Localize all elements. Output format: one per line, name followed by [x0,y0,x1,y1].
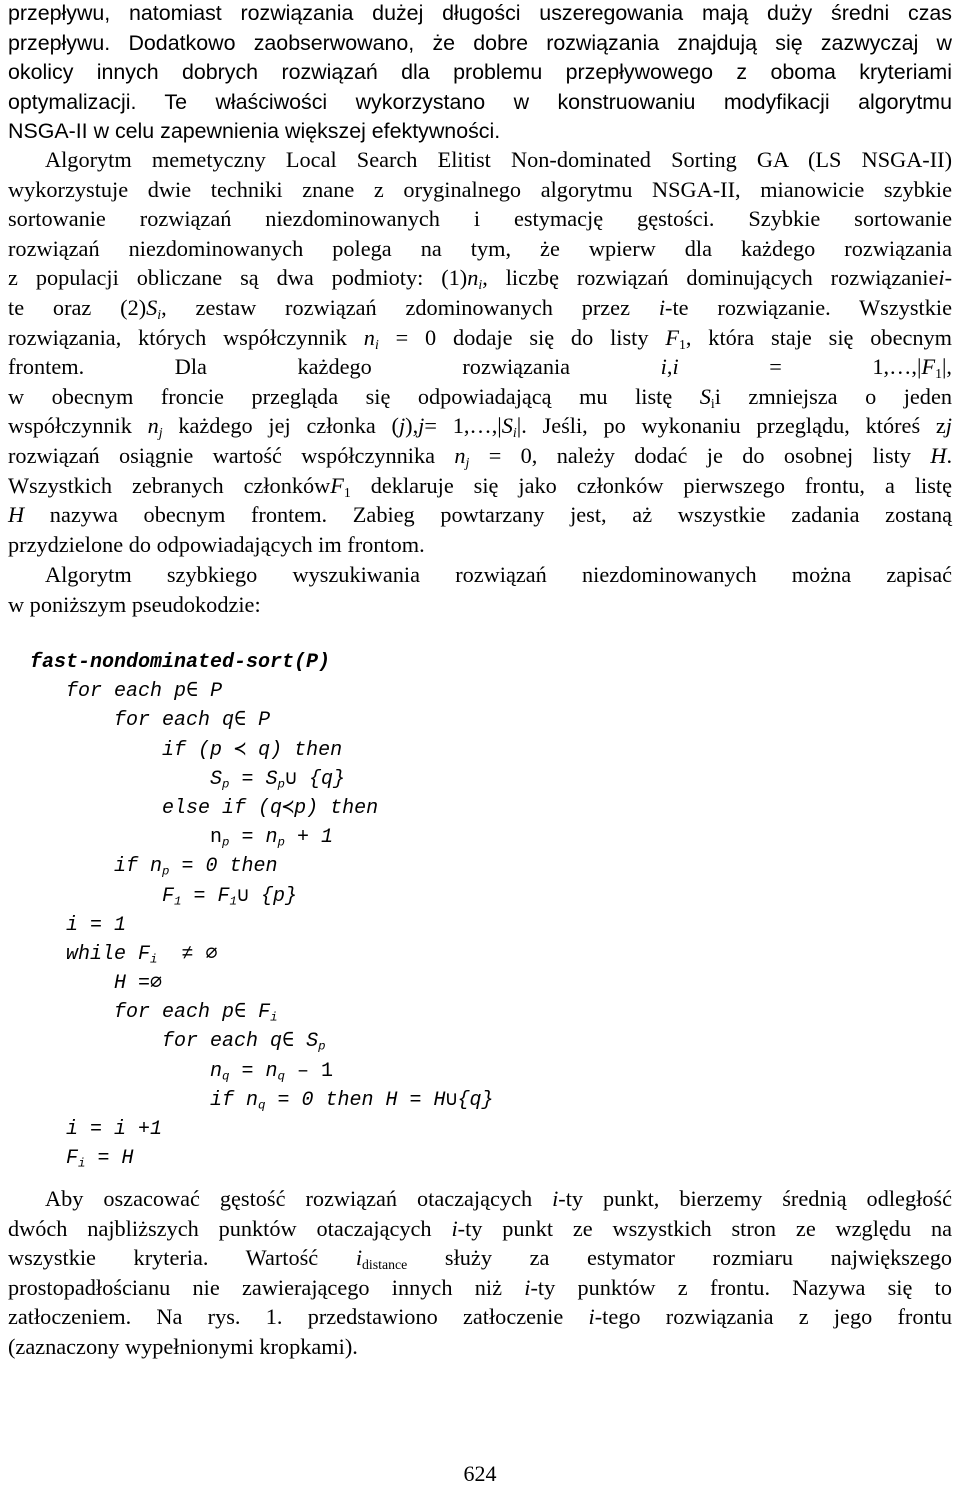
code-line: for each p∈ $F_i$ [114,1001,278,1025]
text-line: Algorytm szybkiego wyszukiwania rozwiązań niezdominowanych można zapisać [45,562,952,587]
density-paragraph [8,1184,952,1362]
code-line: $n_p = n_p + 1$ [210,826,333,850]
text-line: frontem. Dla każdego rozwiązania $i,i = 1,\dots,|F_1|$, [8,354,953,382]
text-line: Wszystkich zebranych członkówF$_1$ deklaruje się jako członków pierwszego frontu, a listę [8,472,952,500]
text-line: w poniższym pseudokodzie: [8,591,261,617]
code-line: else if (q≺p) then [162,796,379,820]
text-line: Algorytm memetyczny Local Search Elitist Non-dominated Sorting GA (LS NSGA-II) [45,147,952,172]
code-line: if $n_p = 0$ then [114,855,278,879]
text-line: dwóch najbliższych punktów otaczających i-ty punkt ze wszystkich stron ze względu na [8,1215,952,1241]
text-line: te oraz $(2)S_i$, zestaw rozwiązań zdominowanych przez i-te rozwiązanie. Wszystkie [8,294,952,322]
code-line: i = i +1 [66,1118,163,1141]
text-line: współczynnik $n_j$ każdego jej członka $(j),j= 1,\dots,|S_i|$. Jeśli, po wykonaniu przeglądu, któreś zj [8,413,952,441]
text-line: z populacji obliczane są dwa podmioty: $(1)n_i$, liczbę rozwiązań dominujących rozwiązaniei- [8,265,952,293]
code-line: for each q∈ P [114,709,271,733]
pseudocode-title: fast-nondominated-sort(P) [30,651,331,674]
code-line: $F_1$ = $F_1\cup$ {p} [162,884,297,908]
text-line: rozwiązania, których współczynnik $n_i = 0$ dodaje się do listy $F_1$, która staje się obecnym [8,324,953,352]
text-line: okolicy innych dobrych rozwiązań dla problemu przepływowego z oboma kryteriami [8,60,952,84]
code-line: i = 1 [66,913,127,937]
pseudocode-block [30,648,494,1173]
code-line: $F_i = H$ [66,1147,134,1171]
text-line: zatłoczeniem. Na rys. 1. przedstawiono zatłoczenie i-tego rozwiązania z jego frontu [8,1304,952,1330]
code-line: while $F_i$ ≠ ∅ [66,942,218,967]
code-line: $n_q = n_q - 1$ [210,1059,333,1084]
text-line: przepływu, natomiast rozwiązania dużej długości uszeregowania mają duży średni czas [8,1,952,25]
text-line: Aby oszacować gęstość rozwiązań otaczających i-ty punkt, bierzemy średnią odległość [45,1186,953,1211]
text-line: rozwiązań niezdominowanych polega na tym, że wpierw dla każdego rozwiązania [8,235,952,261]
pseudocode-intro [8,560,952,619]
algorithm-paragraph [8,145,952,559]
code-line: for each q∈ $S_p$ [162,1030,326,1054]
text-line: NSGA-II w celu zapewnienia większej efektywności. [8,119,501,143]
text-line: wszystkie kryteria. Wartość $i_{distance}$ służy za estymator rozmiaru największego [8,1245,953,1273]
code-line: H =∅ [114,972,163,996]
text-line: (zaznaczony wypełnionymi kropkami). [8,1333,358,1359]
code-line: if $n_q = 0$ then H = H∪{q} [210,1088,494,1113]
text-line: przydzielone do odpowiadających im frontom. [8,531,425,557]
code-line: if (p ≺ q) then [162,738,343,762]
code-line: $S_p$ = $S_p\cup$ {q} [210,767,345,792]
text-line: wykorzystuje dwie techniki znane z oryginalnego algorytmu NSGA-II, mianowicie szybkie [8,176,952,202]
text-line: prostopadłościanu nie zawierającego innych niż i-ty punktów z frontu. Nazywa się to [8,1274,952,1300]
text-line: w obecnym froncie przegląda się odpowiadającą mu listę $S_ii$ zmniejsza o jeden [8,383,952,411]
text-line: przepływu. Dodatkowo zaobserwowano, że dobre rozwiązania znajdują się zazwyczaj w [8,30,952,55]
text-line: sortowanie rozwiązań niezdominowanych i estymację gęstości. Szybkie sortowanie [8,206,952,232]
text-line: optymalizacji. Te właściwości wykorzystano w konstruowaniu modyfikacji algorytmu [8,89,952,114]
page-number: 624 [463,1461,497,1486]
code-line: for each p∈ P [66,680,223,704]
text-line: H nazywa obecnym frontem. Zabieg powtarzany jest, aż wszystkie zadania zostaną [8,502,952,528]
intro-paragraph [8,0,952,147]
text-line: rozwiązań osiągnie wartość współczynnika $n_j = 0$, należy dodać je do osobnej listy H. [8,442,953,470]
